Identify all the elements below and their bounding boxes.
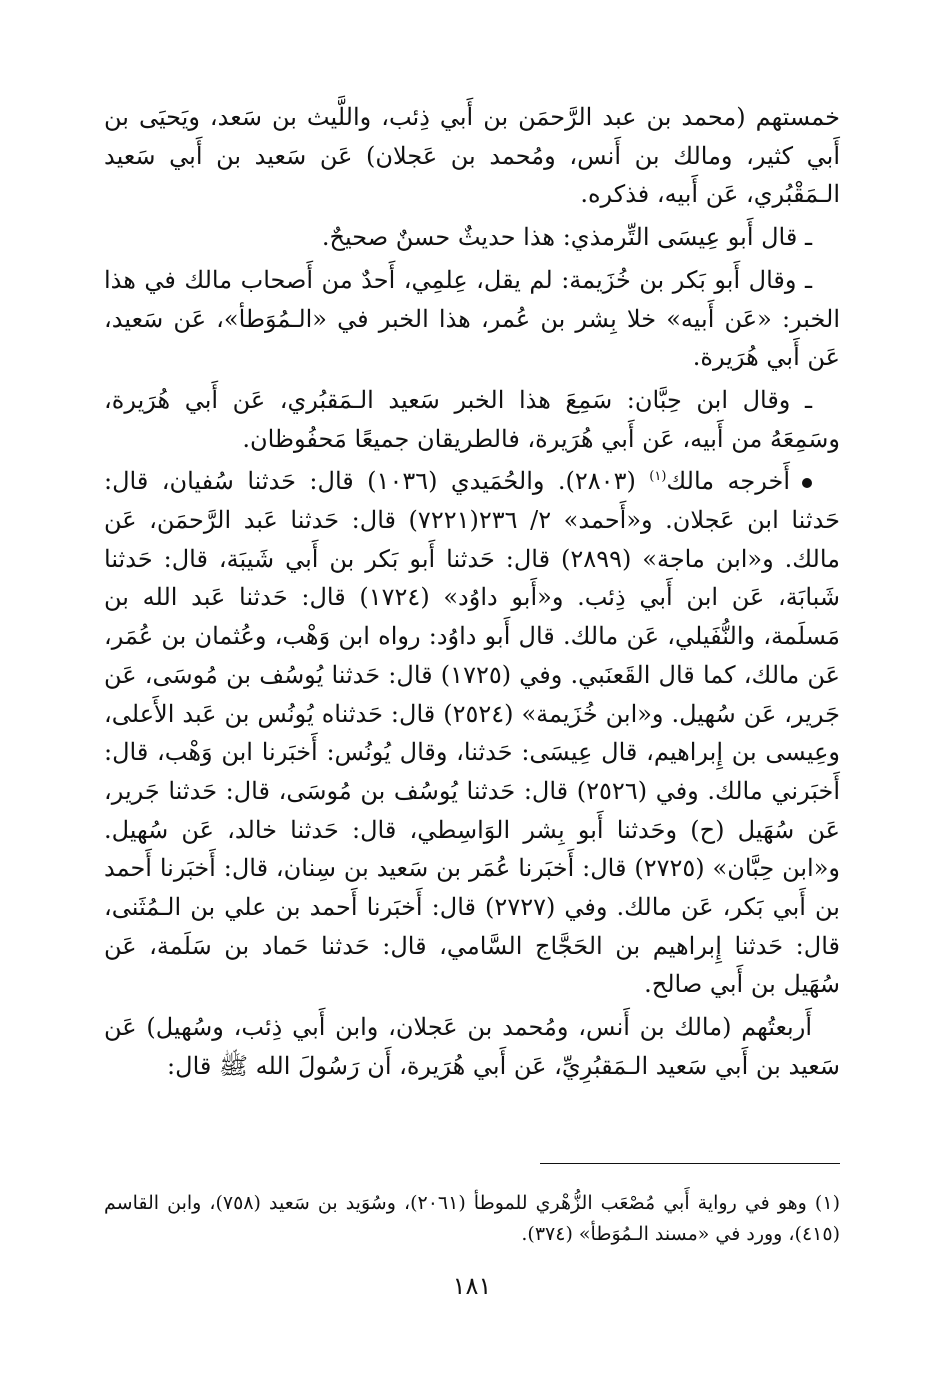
main-text xyxy=(104,98,840,1090)
paragraph-takhrij xyxy=(104,462,840,1004)
paragraph-ibn-hibban: ـ وقال ابن حِبَّان: سَمِعَ هذا الخبر سَعيد الـمَقبُري، عَن أَبي هُرَيرة، وسَمِعَهُ من أَبيه، عَن أَبي هُرَيرة، فالطريقان جميعًا مَحفُوظان. xyxy=(104,385,840,453)
footnote-text: وهو في رواية أَبي مُصْعَب الزُّهْري للموطأ (٢٠٦١)، وسُوَيد بن سَعيد (٧٥٨)، وابن القاسم (٤١٥)، وورد في «مسند الـمُوَطأ» (٣٧٤). xyxy=(104,1192,840,1245)
bullet-icon xyxy=(802,478,812,488)
footnote-reference[interactable]: (١) xyxy=(649,469,667,485)
paragraph-continuation: خمستهم (محمد بن عبد الرَّحمَن بن أَبي ذِئب، واللَّيث بن سَعد، ويَحيَى بن أَبي كثير، ومالك بن أَنس، ومُحمد بن عَجلان) عَن سَعيد بن أَبي سَعيد الـمَقْبُري، عَن أَبيه، فذكره. xyxy=(104,103,840,209)
footnote-marker: (١) xyxy=(814,1192,840,1214)
footnote-separator xyxy=(540,1163,840,1164)
footnote xyxy=(104,1188,840,1250)
takhrij-lead: أَخرجه مالك xyxy=(666,467,790,496)
takhrij-text: (٢٨٠٣). والحُمَيدي (١٠٣٦) قال: حَدثنا سُفيان، قال: حَدثنا ابن عَجلان. و«أَحمد» ٢/ ٢٣٦(٧٢٢١) قال: حَدثنا عَبد الرَّحمَن، عَن مالك. و«ابن ماجة» (٢٨٩٩) قال: حَدثنا أَبو بَكر بن أَبي شَيبَة، قال: حَدثنا شَبابَة، عَن ابن أَبي ذِئب. و«أَبو داوُد» (١٧٢٤) قال: حَدثنا عَبد الله بن مَسلَمة، والنُّفَيلي، عَن مالك. قال أَبو داوُد: رواه ابن وَهْب، وعُثمان بن عُمَر، عَن مالك، كما قال القَعنَبي. وفي (١٧٢٥) قال: حَدثنا يُوسُف بن مُوسَى، عَن جَرير، عَن سُهيل. و«ابن خُزَيمة» (٢٥٢٤) قال: حَدثناه يُونُس بن عَبد الأَعلى، وعِيسى بن إِبراهيم، قال عِيسَى: حَدثنا، وقال يُونُس: أَخبَرنا ابن وَهْب، قال: أَخبَرني مالك. وفي (٢٥٢٦) قال: حَدثنا يُوسُف بن مُوسَى، قال: حَدثنا جَرير، عَن سُهَيل (ح) وحَدثنا أَبو بِشر الوَاسِطي، قال: حَدثنا خالد، عَن سُهيل. و«ابن حِبَّان» (٢٧٢٥) قال: أَخبَرنا عُمَر بن سَعيد بن سِنان، قال: أَخبَرنا أَحمد بن أَبي بَكر، عَن مالك. وفي (٢٧٢٧) قال: أَخبَرنا أَحمد بن علي بن الـمُثَنى، قال: حَدثنا إِبراهيم بن الحَجَّاج السَّامي، قال: حَدثنا حَماد بن سَلَمة، عَن سُهَيل بن أَبي صالح. xyxy=(104,467,841,999)
paragraph-ibn-khuzaymah: ـ وقال أَبو بَكر بن خُزَيمة: لم يقل، عِلمِي، أَحدٌ من أَصحاب مالك في هذا الخبر: «عَن أَبيه» خلا بِشر بن عُمر، هذا الخبر في «الـمُوَطأ»، عَن سَعيد، عَن أَبي هُرَيرة. xyxy=(104,265,840,372)
paragraph-tirmidhi: ـ قال أَبو عِيسَى التِّرمذي: هذا حديثٌ حسنٌ صحيحٌ. xyxy=(321,223,812,252)
page-number: ١٨١ xyxy=(452,1272,492,1300)
paragraph-closing: أَربعتُهم (مالك بن أَنس، ومُحمد بن عَجلان، وابن أَبي ذِئب، وسُهيل) عَن سَعيد بن أَبي سَعيد الـمَقبُرِيِّ، عَن أَبي هُرَيرة، أَن رَسُولَ الله ﷺ قال: xyxy=(104,1013,840,1080)
